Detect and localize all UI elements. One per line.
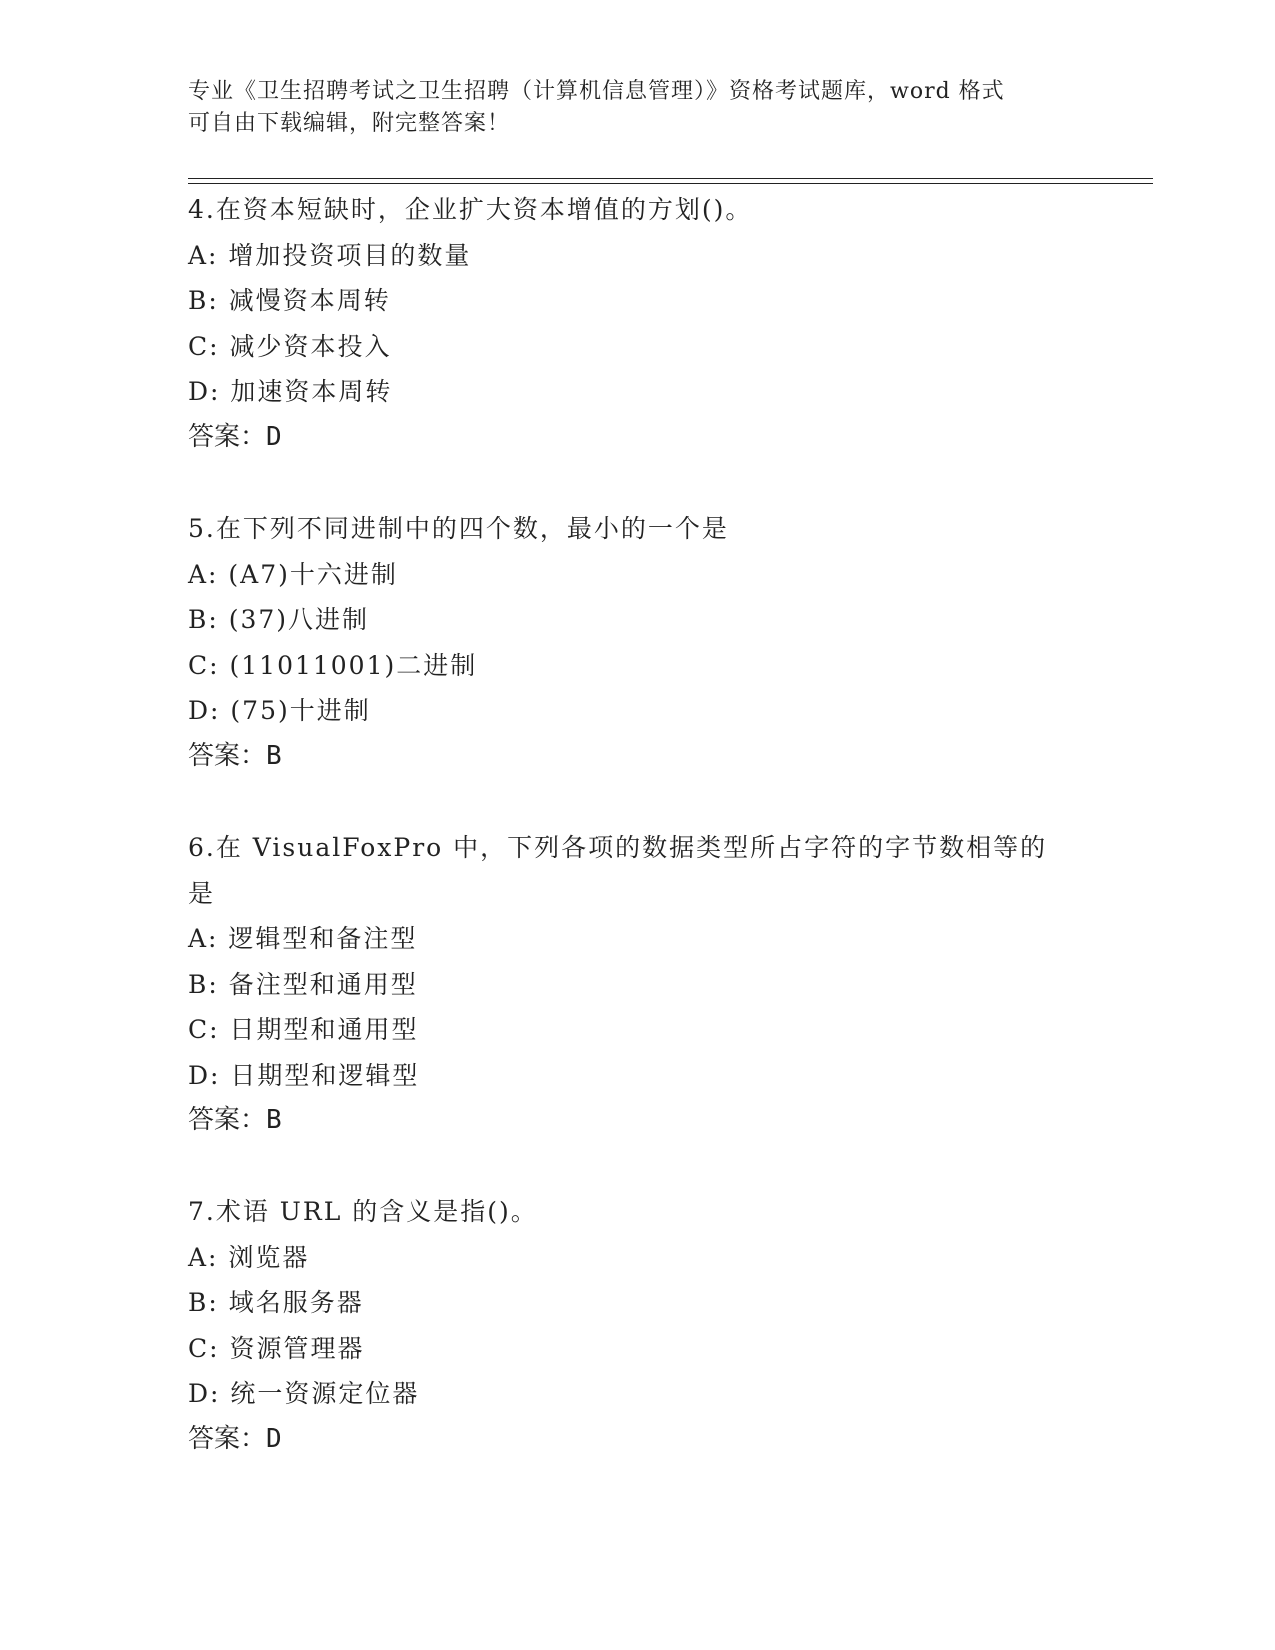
question-stem: 7.术语 URL 的含义是指()。	[188, 1197, 538, 1226]
option-d: D: 统一资源定位器	[188, 1379, 420, 1408]
question-stem-line-2: 是	[188, 878, 216, 908]
question-7	[188, 1189, 1088, 1462]
question-6	[188, 825, 1088, 1144]
question-stem: 5.在下列不同进制中的四个数，最小的一个是	[188, 514, 729, 543]
option-a: A: 浏览器	[188, 1242, 310, 1272]
option-c: C: 日期型和通用型	[188, 1015, 419, 1044]
answer: 答案：B	[188, 1105, 282, 1135]
option-c: C: 减少资本投入	[188, 331, 392, 361]
option-a: A: 增加投资项目的数量	[188, 240, 472, 270]
question-4	[188, 187, 1088, 460]
answer: 答案：D	[188, 421, 282, 452]
header-divider-bottom	[188, 183, 1153, 184]
header-divider-top	[188, 178, 1153, 179]
header-line-2: 可自由下载编辑，附完整答案！	[188, 111, 511, 136]
option-c: C: 资源管理器	[188, 1333, 365, 1363]
option-b: B: (37)八进制	[188, 605, 370, 634]
option-d: D: (75)十进制	[188, 696, 371, 725]
document-header	[188, 76, 1068, 140]
question-stem: 4.在资本短缺时，企业扩大资本增值的方划()。	[188, 195, 753, 224]
option-b: B: 减慢资本周转	[188, 286, 391, 315]
option-d: D: 加速资本周转	[188, 377, 393, 406]
option-b: B: 备注型和通用型	[188, 969, 418, 999]
option-a: A: 逻辑型和备注型	[188, 924, 418, 953]
option-a: A: (A7)十六进制	[188, 559, 398, 589]
option-c: C: (11011001)二进制	[188, 650, 478, 680]
answer: 答案：D	[188, 1423, 282, 1454]
option-d: D: 日期型和逻辑型	[188, 1060, 420, 1090]
header-line-1: 专业《卫生招聘考试之卫生招聘（计算机信息管理）》资格考试题库，word 格式	[188, 79, 1005, 104]
option-b: B: 域名服务器	[188, 1288, 364, 1317]
question-stem-line-1: 6.在 VisualFoxPro 中，下列各项的数据类型所占字符的字节数相等的	[188, 833, 1048, 862]
question-5	[188, 506, 1088, 779]
answer: 答案：B	[188, 740, 282, 771]
